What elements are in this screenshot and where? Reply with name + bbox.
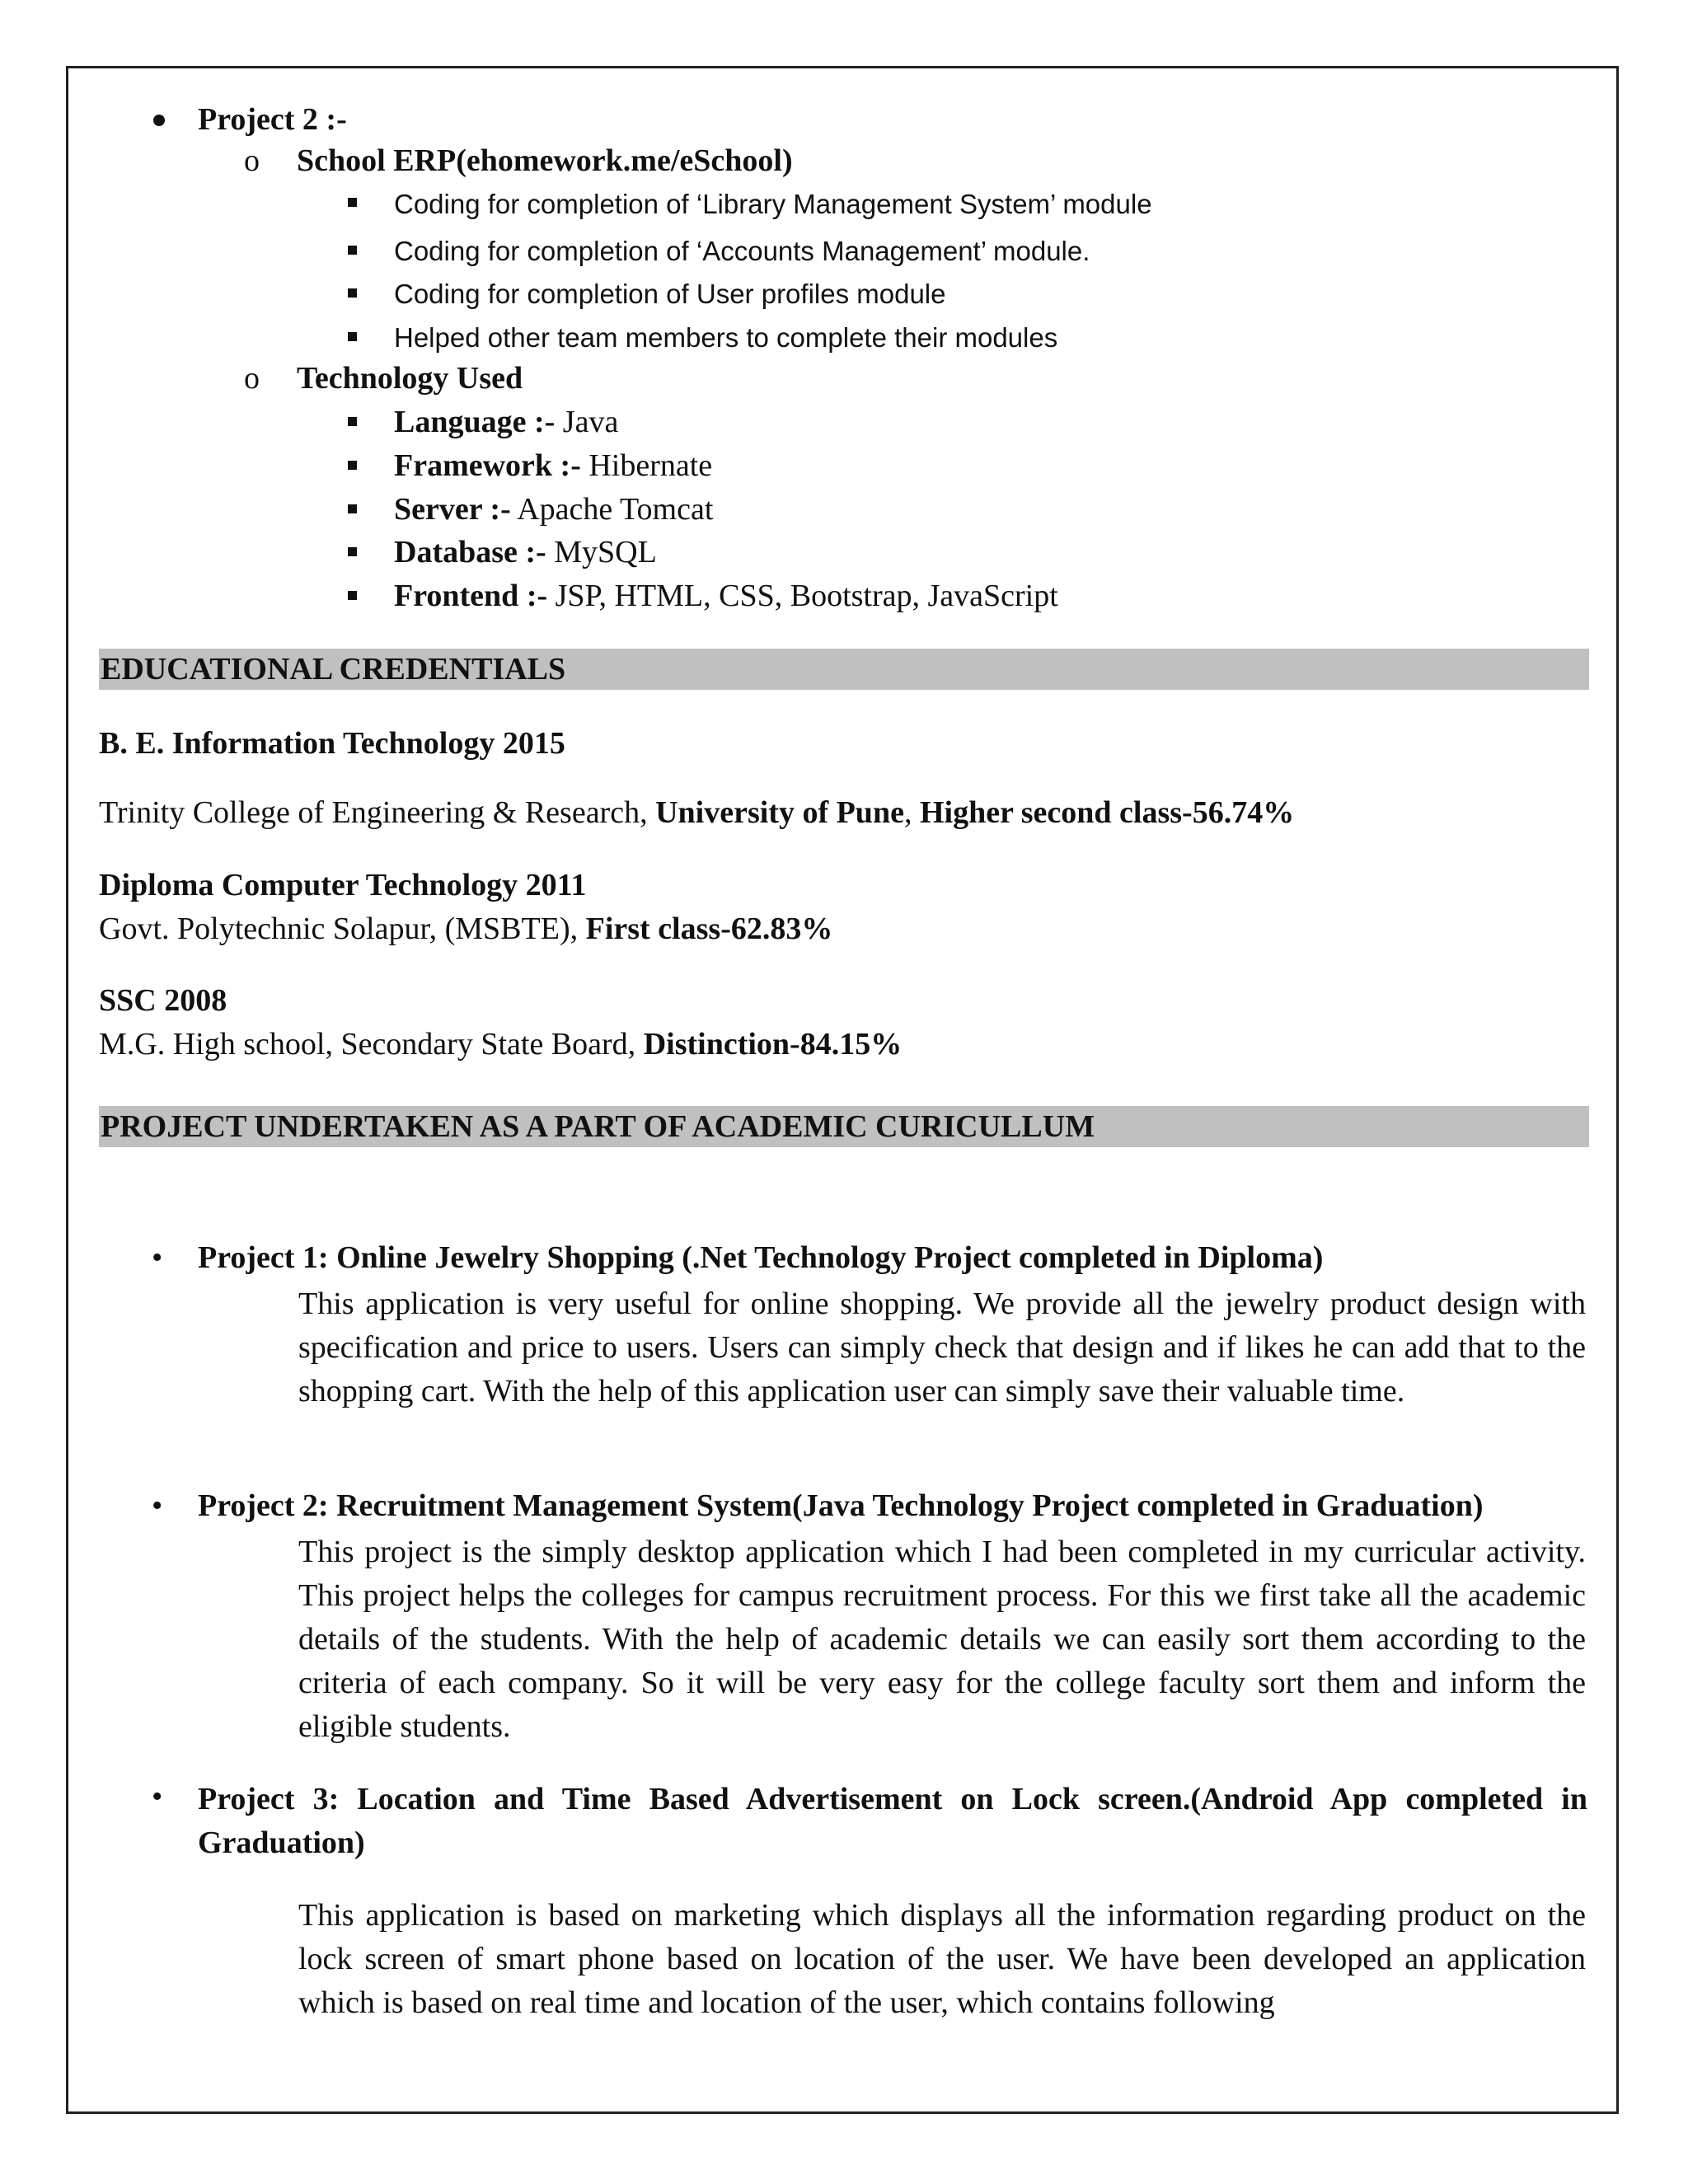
circle-bullet-icon: o [244, 361, 260, 396]
tech-item-server: Server :- Apache Tomcat [394, 492, 714, 527]
academic-project-description: This project is the simply desktop application which I had been completed in my curricular activity. This project helps the colleges for campus recruitment process. For this we first take all the academic details of the students. With the help of academic details we can easily sort them according to the criteria of each company. So it will be very easy for the college faculty sort them and inform the eligible students. [298, 1535, 1586, 1744]
project2-heading: Project 2 :- [198, 102, 347, 137]
square-bullet-icon [348, 417, 357, 426]
task-item: Helped other team members to complete their modules [394, 322, 1058, 353]
square-bullet-icon [348, 332, 357, 341]
diploma-title: Diploma Computer Technology 2011 [99, 868, 587, 902]
academic-project-title: Project 1: Online Jewelry Shopping (.Net Technology Project completed in Diploma) [198, 1240, 1324, 1275]
circle-bullet-icon: o [244, 143, 260, 178]
academic-project-title: Project 2: Recruitment Management System(Java Technology Project completed in Graduation) [198, 1488, 1484, 1523]
task-item: Coding for completion of ‘Accounts Management’ module. [394, 236, 1090, 266]
bullet-icon: • [152, 1240, 163, 1275]
bullet-icon [153, 115, 165, 126]
task-item: Coding for completion of ‘Library Management System’ module [394, 189, 1152, 219]
education-section-header: EDUCATIONAL CREDENTIALS [99, 649, 1589, 690]
bullet-icon: • [152, 1779, 163, 1814]
tech-item-database: Database :- MySQL [394, 535, 657, 569]
project2-title: School ERP(ehomework.me/eSchool) [297, 143, 793, 178]
tech-item-language: Language :- Java [394, 405, 619, 439]
academic-project-description: This application is very useful for online shopping. We provide all the jewelry product design with specification and price to users. Users can simply check that design and if likes he can add that to the shopping cart. With the help of this application user can simply save their valuable time. [298, 1286, 1586, 1408]
square-bullet-icon [348, 198, 357, 207]
academic-project-title: Project 3: Location and Time Based Advertisement on Lock screen.(Android App completed in Graduation) [198, 1782, 1587, 1860]
square-bullet-icon [348, 461, 357, 470]
square-bullet-icon [348, 591, 357, 600]
tech-item-framework: Framework :- Hibernate [394, 448, 713, 483]
academic-project-description: This application is based on marketing which displays all the information regarding product on the lock screen of smart phone based on location of the user. We have been developed an application which is based on real time and location of the user, which contains following [298, 1898, 1586, 2020]
tech-item-frontend: Frontend :- JSP, HTML, CSS, Bootstrap, JavaScript [394, 579, 1058, 613]
square-bullet-icon [348, 246, 357, 255]
bullet-icon: • [152, 1488, 163, 1523]
square-bullet-icon [348, 504, 357, 513]
academic-section-header: PROJECT UNDERTAKEN AS A PART OF ACADEMIC CURICULLUM [99, 1106, 1589, 1147]
ssc-title: SSC 2008 [99, 983, 227, 1018]
task-item: Coding for completion of User profiles module [394, 279, 946, 309]
be-title: B. E. Information Technology 2015 [99, 726, 565, 761]
technology-heading: Technology Used [297, 361, 523, 396]
square-bullet-icon [348, 547, 357, 556]
diploma-details: Govt. Polytechnic Solapur, (MSBTE), First class-62.83% [99, 912, 833, 946]
be-details: Trinity College of Engineering & Research, University of Pune, Higher second class-56.74% [99, 795, 1295, 830]
ssc-details: M.G. High school, Secondary State Board, Distinction-84.15% [99, 1027, 903, 1062]
square-bullet-icon [348, 288, 357, 298]
